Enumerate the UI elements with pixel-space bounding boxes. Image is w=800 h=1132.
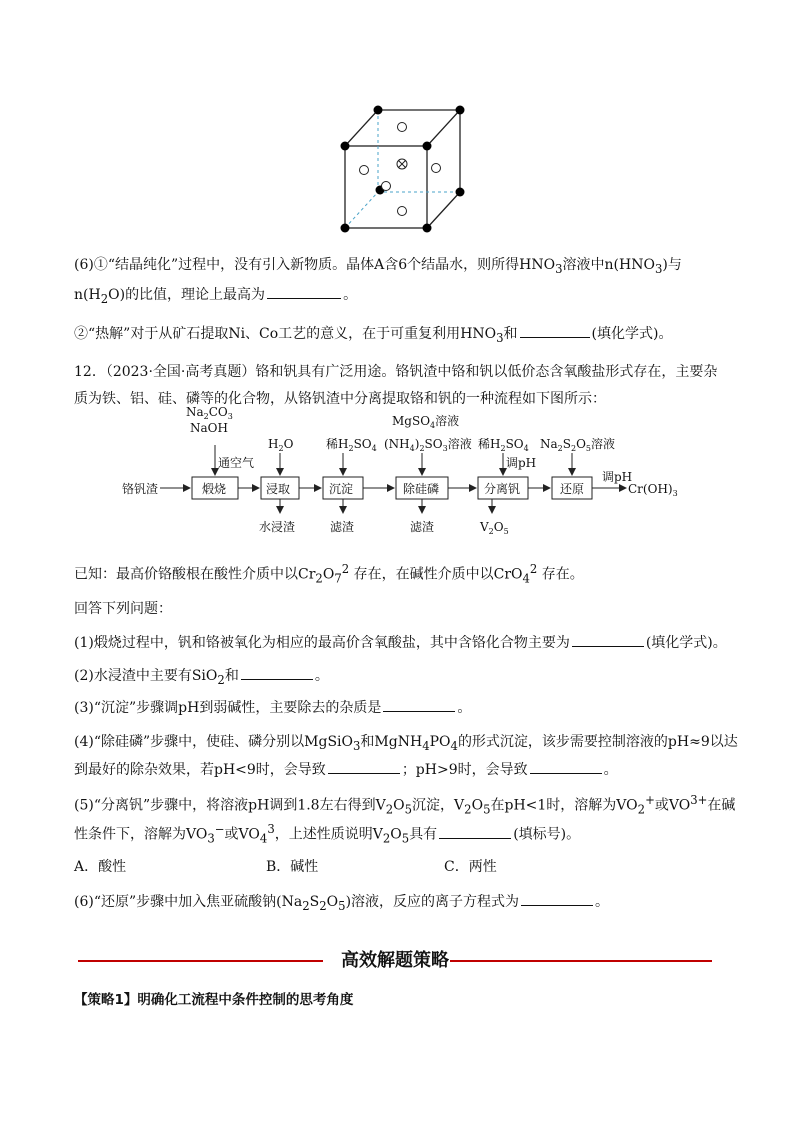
strategy-heading: 【策略1】明确化工流程中条件控制的思考角度: [74, 992, 354, 1008]
flow-in5-b: 调pH: [506, 456, 537, 470]
answer-blank[interactable]: [521, 891, 593, 906]
q12-intro-line2: 质为铁、铝、硅、磷等的化合物，从铬钒渣中分离提取铬和钒的一种流程如下图所示：: [74, 391, 606, 407]
flow-step-2: 浸取: [266, 482, 291, 496]
option-a[interactable]: A．酸性: [74, 859, 127, 875]
q12-known: 已知：最高价铬酸根在酸性介质中以$Cr_2O_7^2$ 存在，在碱性介质中以CrO$_4^2$ 存在。: [74, 562, 584, 586]
q12-p5-line1: (5)“分离钒”步骤中，将溶液pH调到1.8左右得到$V_2O_5$沉淀，$V_2O_5$在pH<1时，溶解为$VO_2^+$或$VO^{3+}$在碱: [74, 793, 736, 817]
section-title: 高效解题策略: [341, 950, 449, 971]
q12-p2: (2)水浸渣中主要有SiO$_2$和 。: [74, 665, 329, 687]
option-b[interactable]: B．碱性: [266, 859, 319, 875]
flow-out4: 滤渣: [410, 520, 435, 534]
option-c[interactable]: C．两性: [444, 859, 497, 875]
flow-step-1: 煅烧: [202, 482, 227, 496]
flow-product: $Cr(OH)_3$: [628, 482, 678, 498]
q11-6-line1: (6)①“结晶纯化”过程中，没有引入新物质。晶体A含6个结晶水，则所得$HNO_3$溶液中$n(HNO_3)$与: [74, 257, 682, 276]
q12-p3: (3)“沉淀”步骤调pH到弱碱性，主要除去的杂质是 。: [74, 697, 471, 717]
flow-step-4: 除硅磷: [403, 482, 440, 496]
flow-out-adjust: 调pH: [602, 470, 633, 484]
section-header: [78, 944, 712, 974]
flow-step-3: 沉淀: [329, 482, 354, 496]
q12-p4-line2: 到最好的除杂效果，若pH<9时，会导致 ；pH>9时，会导致 。: [74, 759, 618, 779]
flow-step-5: 分离钒: [484, 482, 521, 496]
q12-p4-line1: (4)“除硅磷”步骤中，使硅、磷分别以MgSiO$_3$和$MgNH_4PO_4$的形式沉淀，该步需要控制溶液的pH≈9以达: [74, 734, 738, 753]
answer-blank[interactable]: [520, 323, 590, 338]
flow-out5: $V_2O_5$: [480, 520, 509, 536]
flow-out2: 水浸渣: [259, 520, 296, 534]
answer-blank[interactable]: [383, 697, 455, 712]
flow-in2: $H_2O$: [268, 437, 294, 453]
q12-p5-line2: 性条件下，溶解为$VO_3^-$或$VO_4^3$，上述性质说明$V_2O_5$具有 (填标号)。: [74, 822, 581, 846]
q11-6-line3: ②“热解”对于从矿石提取Ni、Co工艺的意义，在于可重复利用$HNO_3$和 (填化学式)。: [74, 323, 672, 345]
flow-in4-a: MgSO$_4$溶液: [392, 414, 460, 430]
flow-in4-b: $(NH_4)_2SO_3$溶液: [384, 437, 472, 453]
flow-out3: 滤渣: [330, 520, 355, 534]
process-flowchart: [120, 405, 700, 545]
q12-intro-line1: 12．（2023·全国·高考真题）铬和钒具有广泛用途。铬钒渣中铬和钒以低价态含氧酸盐形式存在，主要杂: [74, 364, 718, 380]
answer-blank[interactable]: [572, 632, 644, 647]
answer-blank[interactable]: [328, 759, 400, 774]
q11-6-line2: $n(H_2O)$的比值，理论上最高为 。: [74, 284, 357, 306]
flow-in5: 稀$H_2SO_4$: [478, 437, 529, 453]
flow-in3: 稀$H_2SO_4$: [326, 437, 377, 453]
answer-blank[interactable]: [439, 824, 511, 839]
flow-in1-a: $Na_2CO_3$: [186, 405, 233, 421]
q12-p1: (1)煅烧过程中，钒和铬被氧化为相应的最高价含氧酸盐，其中含铬化合物主要为 (填化学式)。: [74, 632, 727, 652]
answer-blank[interactable]: [267, 284, 341, 299]
flow-in6: $Na_2S_2O_5$溶液: [540, 437, 616, 453]
flow-in1-c: 通空气: [218, 456, 255, 470]
flow-step-6: 还原: [560, 482, 585, 496]
q12-p6: (6)“还原”步骤中加入焦亚硫酸钠$(Na_2S_2O_5)$溶液，反应的离子方程式为 。: [74, 891, 609, 913]
flow-in1-b: NaOH: [190, 421, 228, 435]
answer-prompt: 回答下列问题：: [74, 601, 172, 617]
flow-start: 铬钒渣: [122, 482, 159, 496]
crystal-cell-diagram: [330, 98, 480, 238]
answer-blank[interactable]: [530, 759, 602, 774]
answer-blank[interactable]: [241, 665, 313, 680]
